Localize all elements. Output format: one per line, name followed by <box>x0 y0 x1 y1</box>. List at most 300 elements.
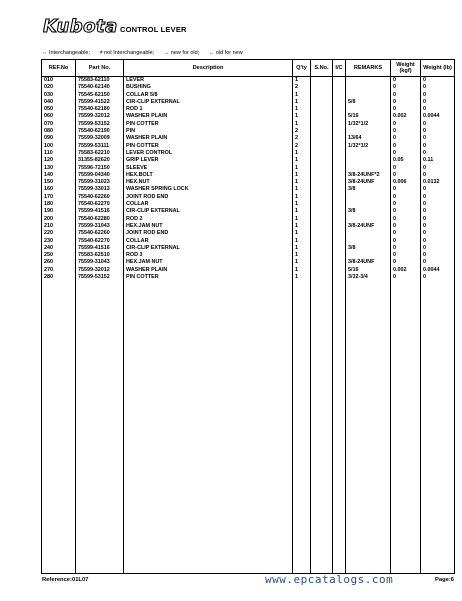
cell-part: 75599-41516 <box>76 208 124 215</box>
cell-sno <box>311 99 333 106</box>
cell-ref: 050 <box>42 106 76 113</box>
cell-qty: 2 <box>293 143 311 150</box>
cell-wlb: 0 <box>421 135 455 142</box>
cell-desc: LEVER <box>124 77 293 85</box>
page-number: Page:6 <box>434 577 454 583</box>
cell-desc: JOINT ROD END <box>124 194 293 201</box>
cell-ic <box>333 92 346 99</box>
cell-wlb: 0 <box>421 238 455 245</box>
cell-desc: GRIP LEVER <box>124 157 293 164</box>
cell-part: 75599-31043 <box>76 259 124 266</box>
cell-wlb: 0.0132 <box>421 179 455 186</box>
cell-part: 75599-32009 <box>76 135 124 142</box>
cell-wlb: 0 <box>421 230 455 237</box>
cell-ref: 120 <box>42 157 76 164</box>
cell-part: 75540-62270 <box>76 238 124 245</box>
cell-part: 75540-62140 <box>76 84 124 91</box>
cell-wkg: 0 <box>391 186 421 193</box>
cell-wlb: 0 <box>421 77 455 85</box>
cell-desc: JOINT ROD END <box>124 230 293 237</box>
cell-qty: 1 <box>293 216 311 223</box>
cell-ic <box>333 128 346 135</box>
cell-wkg: 0 <box>391 223 421 230</box>
legend-not-interchangeable: ≠ not Interchangeable; <box>99 50 155 56</box>
cell-qty: 1 <box>293 113 311 120</box>
cell-remarks <box>346 84 391 91</box>
cell-remarks: 5/8 <box>346 99 391 106</box>
cell-qty: 2 <box>293 128 311 135</box>
cell-desc: HEX.BOLT <box>124 172 293 179</box>
cell-ref: 030 <box>42 92 76 99</box>
cell-wkg: 0 <box>391 230 421 237</box>
cell-wlb: 0 <box>421 259 455 266</box>
cell-wkg: 0 <box>391 150 421 157</box>
cell-wlb: 0 <box>421 245 455 252</box>
cell-ref: 130 <box>42 165 76 172</box>
cell-wlb: 0 <box>421 216 455 223</box>
cell-desc: HEX.NUT <box>124 179 293 186</box>
cell-wkg: 0 <box>391 216 421 223</box>
table-row <box>42 186 455 193</box>
cell-wlb: 0 <box>421 172 455 179</box>
cell-desc: ROD 1 <box>124 106 293 113</box>
table-row <box>42 92 455 99</box>
cell-desc: ROD 3 <box>124 252 293 259</box>
cell-wlb: 0 <box>421 252 455 259</box>
cell-ic <box>333 252 346 259</box>
cell-wkg: 0 <box>391 165 421 172</box>
cell-wkg: 0 <box>391 143 421 150</box>
cell-sno <box>311 238 333 245</box>
cell-remarks <box>346 77 391 85</box>
cell-ic <box>333 216 346 223</box>
cell-wlb: 0 <box>421 186 455 193</box>
cell-wlb: 0 <box>421 128 455 135</box>
cell-ic <box>333 135 346 142</box>
cell-sno <box>311 135 333 142</box>
table-row <box>42 208 455 215</box>
cell-remarks: 13/64 <box>346 135 391 142</box>
cell-desc: PIN COTTER <box>124 274 293 281</box>
cell-remarks: 3/8 <box>346 245 391 252</box>
cell-ic <box>333 172 346 179</box>
cell-remarks: 3/8 <box>346 208 391 215</box>
cell-wlb: 0.0044 <box>421 113 455 120</box>
cell-ic <box>333 165 346 172</box>
cell-remarks <box>346 128 391 135</box>
cell-desc: WASHER PLAIN <box>124 113 293 120</box>
cell-wlb: 0.11 <box>421 157 455 164</box>
col-weight-lb: Weight (lb) <box>421 60 455 77</box>
cell-wkg: 0 <box>391 106 421 113</box>
cell-part: 75540-62260 <box>76 230 124 237</box>
cell-remarks <box>346 165 391 172</box>
cell-qty: 1 <box>293 267 311 274</box>
col-ref-no: REF.No <box>42 60 76 77</box>
cell-qty: 2 <box>293 84 311 91</box>
cell-remarks: 3/32-3/4 <box>346 274 391 281</box>
cell-part: 31355-82620 <box>76 157 124 164</box>
cell-wkg: 0 <box>391 238 421 245</box>
cell-ref: 270 <box>42 267 76 274</box>
cell-desc: CIR-CLIP EXTERNAL <box>124 245 293 252</box>
cell-ic <box>333 77 346 85</box>
cell-wlb: 0 <box>421 99 455 106</box>
cell-part: 75545-62150 <box>76 92 124 99</box>
table-row <box>42 223 455 230</box>
cell-part: 75540-62190 <box>76 128 124 135</box>
cell-ic <box>333 267 346 274</box>
cell-remarks <box>346 194 391 201</box>
cell-wkg: 0.006 <box>391 179 421 186</box>
cell-desc: SLEEVE <box>124 165 293 172</box>
legend-new-for-old: → new for old; <box>163 50 200 56</box>
table-row <box>42 77 455 85</box>
cell-qty: 2 <box>293 135 311 142</box>
table-row <box>42 201 455 208</box>
cell-wkg: 0 <box>391 172 421 179</box>
cell-ref: 110 <box>42 150 76 157</box>
cell-ic <box>333 143 346 150</box>
cell-desc: CIR-CLIP EXTERNAL <box>124 208 293 215</box>
legend-interchangeable: ⇔ Interchangeable; <box>42 50 91 56</box>
cell-ref: 020 <box>42 84 76 91</box>
cell-sno <box>311 113 333 120</box>
table-row <box>42 165 455 172</box>
cell-desc: WASHER PLAIN <box>124 135 293 142</box>
cell-wlb: 0 <box>421 143 455 150</box>
cell-ic <box>333 99 346 106</box>
col-qty: Q'ty <box>293 60 311 77</box>
cell-ic <box>333 121 346 128</box>
cell-desc: PIN COTTER <box>124 143 293 150</box>
cell-remarks <box>346 252 391 259</box>
cell-part: 75599-53152 <box>76 121 124 128</box>
cell-remarks: 1/32*1/2 <box>346 121 391 128</box>
cell-ref: 100 <box>42 143 76 150</box>
table-row <box>42 143 455 150</box>
cell-remarks <box>346 92 391 99</box>
cell-ref: 190 <box>42 208 76 215</box>
cell-ref: 090 <box>42 135 76 142</box>
cell-wkg: 0 <box>391 201 421 208</box>
cell-ref: 140 <box>42 172 76 179</box>
cell-part: 75599-31023 <box>76 179 124 186</box>
cell-qty: 1 <box>293 172 311 179</box>
cell-ref: 180 <box>42 201 76 208</box>
cell-qty: 1 <box>293 179 311 186</box>
cell-desc: WASHER SPRING LOCK <box>124 186 293 193</box>
cell-ic <box>333 179 346 186</box>
table-row <box>42 194 455 201</box>
table-row <box>42 230 455 237</box>
svg-text:Kubota: Kubota <box>43 16 118 36</box>
cell-wkg: 0 <box>391 135 421 142</box>
cell-part: 75599-04340 <box>76 172 124 179</box>
parts-table <box>41 59 455 574</box>
cell-qty: 1 <box>293 106 311 113</box>
cell-sno <box>311 216 333 223</box>
table-row <box>42 245 455 252</box>
cell-qty: 1 <box>293 121 311 128</box>
cell-qty: 1 <box>293 92 311 99</box>
table-row <box>42 113 455 120</box>
cell-ic <box>333 259 346 266</box>
table-row <box>42 84 455 91</box>
cell-sno <box>311 106 333 113</box>
cell-ic <box>333 208 346 215</box>
cell-sno <box>311 274 333 281</box>
cell-wkg: 0 <box>391 84 421 91</box>
cell-qty: 1 <box>293 77 311 85</box>
cell-qty: 1 <box>293 245 311 252</box>
cell-qty: 1 <box>293 238 311 245</box>
cell-ref: 210 <box>42 223 76 230</box>
cell-wkg: 0.002 <box>391 267 421 274</box>
cell-part: 75540-62280 <box>76 216 124 223</box>
cell-part: 75599-41522 <box>76 99 124 106</box>
cell-qty: 1 <box>293 201 311 208</box>
cell-sno <box>311 245 333 252</box>
cell-remarks <box>346 106 391 113</box>
cell-wlb: 0 <box>421 274 455 281</box>
cell-desc: COLLAR <box>124 201 293 208</box>
page-title: CONTROL LEVER <box>120 25 187 34</box>
cell-wkg: 0 <box>391 92 421 99</box>
cell-wkg: 0 <box>391 259 421 266</box>
cell-part: 75599-41516 <box>76 245 124 252</box>
cell-wlb: 0.0044 <box>421 267 455 274</box>
cell-ic <box>333 274 346 281</box>
cell-remarks <box>346 216 391 223</box>
cell-ic <box>333 113 346 120</box>
cell-qty: 1 <box>293 223 311 230</box>
cell-part: 75599-32012 <box>76 267 124 274</box>
cell-ic <box>333 106 346 113</box>
cell-remarks: 5/16 <box>346 267 391 274</box>
cell-ref: 010 <box>42 77 76 85</box>
cell-remarks: 5/16 <box>346 113 391 120</box>
table-row <box>42 121 455 128</box>
cell-ref: 280 <box>42 274 76 281</box>
cell-sno <box>311 223 333 230</box>
cell-ic <box>333 84 346 91</box>
cell-sno <box>311 194 333 201</box>
table-row <box>42 150 455 157</box>
cell-wkg: 0 <box>391 194 421 201</box>
cell-remarks: 3/8-24UNF <box>346 179 391 186</box>
cell-qty: 1 <box>293 194 311 201</box>
cell-wkg: 0 <box>391 274 421 281</box>
cell-part: 75583-62210 <box>76 150 124 157</box>
table-row <box>42 179 455 186</box>
cell-ref: 150 <box>42 179 76 186</box>
cell-remarks: 3/8 <box>346 186 391 193</box>
table-filler-row <box>42 281 455 573</box>
cell-sno <box>311 92 333 99</box>
cell-wlb: 0 <box>421 92 455 99</box>
cell-ref: 060 <box>42 113 76 120</box>
col-ic: I/C <box>333 60 346 77</box>
cell-ref: 260 <box>42 259 76 266</box>
col-remarks: REMARKS <box>346 60 391 77</box>
cell-ic <box>333 245 346 252</box>
cell-wlb: 0 <box>421 201 455 208</box>
cell-wkg: 0 <box>391 128 421 135</box>
cell-qty: 1 <box>293 252 311 259</box>
table-row <box>42 128 455 135</box>
cell-wkg: 0 <box>391 77 421 85</box>
table-row <box>42 99 455 106</box>
cell-wlb: 0 <box>421 106 455 113</box>
cell-part: 75599-31043 <box>76 223 124 230</box>
cell-ref: 170 <box>42 194 76 201</box>
cell-qty: 1 <box>293 230 311 237</box>
col-part-no: Part No. <box>76 60 124 77</box>
cell-ref: 230 <box>42 238 76 245</box>
table-row <box>42 238 455 245</box>
col-description: Description <box>124 60 293 77</box>
cell-ref: 250 <box>42 252 76 259</box>
cell-remarks: 3/8-24UNF <box>346 259 391 266</box>
cell-sno <box>311 157 333 164</box>
cell-sno <box>311 172 333 179</box>
cell-sno <box>311 150 333 157</box>
cell-wkg: 0 <box>391 208 421 215</box>
cell-wkg: 0.002 <box>391 113 421 120</box>
cell-remarks <box>346 201 391 208</box>
cell-ic <box>333 201 346 208</box>
col-serial-no: S.No. <box>311 60 333 77</box>
kubota-logo <box>43 16 123 38</box>
cell-qty: 1 <box>293 99 311 106</box>
cell-desc: PIN <box>124 128 293 135</box>
cell-sno <box>311 201 333 208</box>
table-header-row <box>42 60 455 77</box>
cell-part: 75596-72150 <box>76 165 124 172</box>
cell-part: 75583-62110 <box>76 77 124 85</box>
cell-ref: 240 <box>42 245 76 252</box>
cell-ref: 070 <box>42 121 76 128</box>
cell-ic <box>333 186 346 193</box>
cell-wlb: 0 <box>421 194 455 201</box>
cell-ref: 040 <box>42 99 76 106</box>
table-row <box>42 267 455 274</box>
cell-desc: HEX.JAM NUT <box>124 259 293 266</box>
cell-sno <box>311 84 333 91</box>
cell-wkg: 0 <box>391 252 421 259</box>
col-weight-kgf: Weight (kgf) <box>391 60 421 77</box>
table-row <box>42 106 455 113</box>
cell-qty: 1 <box>293 274 311 281</box>
cell-remarks <box>346 150 391 157</box>
cell-part: 75583-62510 <box>76 252 124 259</box>
cell-ic <box>333 150 346 157</box>
cell-sno <box>311 143 333 150</box>
cell-ic <box>333 194 346 201</box>
cell-qty: 1 <box>293 157 311 164</box>
cell-desc: COLLAR <box>124 238 293 245</box>
cell-wlb: 0 <box>421 165 455 172</box>
cell-part: 75599-53152 <box>76 274 124 281</box>
cell-remarks <box>346 238 391 245</box>
legend-old-for-new: ← old for new <box>208 50 243 56</box>
table-row <box>42 274 455 281</box>
cell-sno <box>311 267 333 274</box>
cell-part: 75540-62260 <box>76 194 124 201</box>
cell-sno <box>311 230 333 237</box>
cell-sno <box>311 259 333 266</box>
table-row <box>42 216 455 223</box>
cell-sno <box>311 208 333 215</box>
cell-wkg: 0 <box>391 121 421 128</box>
cell-ic <box>333 230 346 237</box>
cell-sno <box>311 252 333 259</box>
cell-wlb: 0 <box>421 208 455 215</box>
cell-wlb: 0 <box>421 150 455 157</box>
cell-qty: 1 <box>293 150 311 157</box>
watermark-text: www.epcatalogs.com <box>265 573 394 586</box>
cell-desc: BUSHING <box>124 84 293 91</box>
table-row <box>42 259 455 266</box>
cell-ref: 220 <box>42 230 76 237</box>
interchangeability-legend <box>42 50 251 56</box>
cell-qty: 1 <box>293 259 311 266</box>
reference-label: Reference:01L07 <box>42 577 89 583</box>
cell-sno <box>311 121 333 128</box>
cell-desc: LEVER CONTROL <box>124 150 293 157</box>
table-row <box>42 157 455 164</box>
cell-sno <box>311 179 333 186</box>
table-row <box>42 252 455 259</box>
cell-sno <box>311 128 333 135</box>
cell-wkg: 0 <box>391 99 421 106</box>
cell-desc: HEX.JAM NUT <box>124 223 293 230</box>
cell-sno <box>311 77 333 85</box>
cell-part: 75599-33013 <box>76 186 124 193</box>
cell-desc: WASHER PLAIN <box>124 267 293 274</box>
table-row <box>42 135 455 142</box>
cell-desc: ROD 2 <box>124 216 293 223</box>
cell-ref: 080 <box>42 128 76 135</box>
cell-part: 75599-53111 <box>76 143 124 150</box>
cell-wlb: 0 <box>421 121 455 128</box>
cell-wlb: 0 <box>421 223 455 230</box>
table-row <box>42 172 455 179</box>
cell-part: 75599-32012 <box>76 113 124 120</box>
cell-desc: COLLAR 5/8 <box>124 92 293 99</box>
cell-desc: CIR-CLIP EXTERNAL <box>124 99 293 106</box>
cell-remarks: 1/32*1/2 <box>346 143 391 150</box>
cell-ic <box>333 223 346 230</box>
cell-part: 75540-62270 <box>76 201 124 208</box>
cell-remarks <box>346 230 391 237</box>
cell-qty: 1 <box>293 186 311 193</box>
cell-wkg: 0.05 <box>391 157 421 164</box>
cell-ref: 200 <box>42 216 76 223</box>
cell-remarks: 3/8-24UNF*2 <box>346 172 391 179</box>
cell-ic <box>333 157 346 164</box>
cell-wkg: 0 <box>391 245 421 252</box>
cell-remarks <box>346 157 391 164</box>
cell-ic <box>333 238 346 245</box>
cell-sno <box>311 165 333 172</box>
cell-sno <box>311 186 333 193</box>
cell-qty: 1 <box>293 165 311 172</box>
cell-remarks: 3/8-24UNF <box>346 223 391 230</box>
cell-ref: 160 <box>42 186 76 193</box>
cell-wlb: 0 <box>421 84 455 91</box>
